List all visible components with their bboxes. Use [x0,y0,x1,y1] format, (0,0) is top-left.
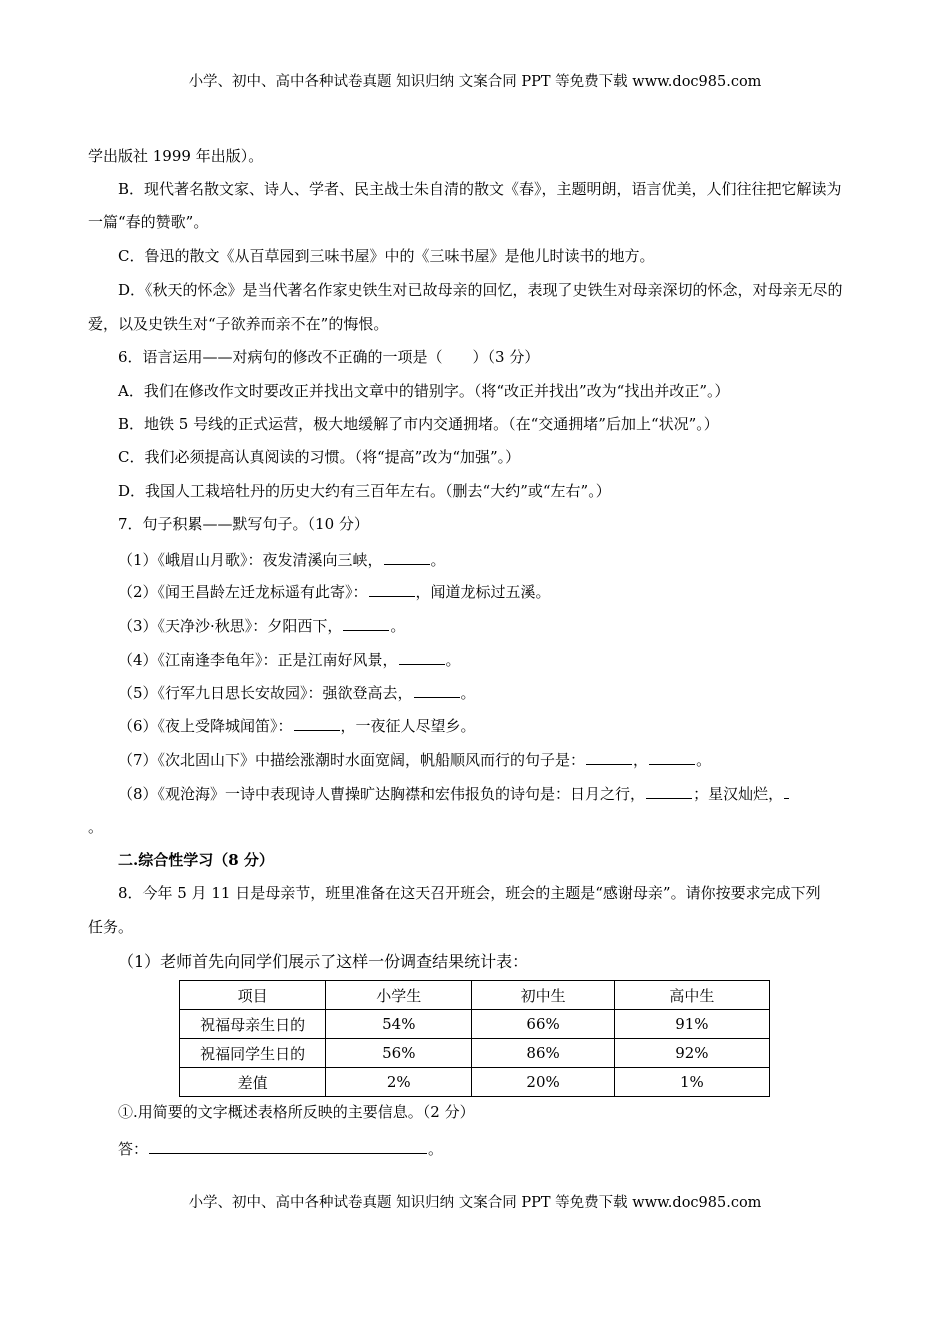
q7-item-text: ， [633,751,649,769]
table-row [180,1010,770,1039]
answer-blank[interactable] [414,682,460,698]
q7-item-text: ；星汉灿烂， [693,785,784,803]
table-cell: 祝福同学生日的 [180,1039,326,1068]
survey-table [179,980,770,1097]
table-cell: 祝福母亲生日的 [180,1010,326,1039]
q7-item-text: （5）《行军九日思长安故园》：强欲登高去， [118,684,413,702]
q7-item-6 [118,715,898,736]
table-cell: 91% [614,1010,769,1039]
table-cell: 差值 [180,1068,326,1097]
answer-blank[interactable] [784,783,789,799]
answer-blank[interactable] [149,1138,427,1154]
answer-blank[interactable] [586,749,632,765]
table-header-row [180,981,770,1010]
q7-item-text: （8）《观沧海》一诗中表现诗人曹操旷达胸襟和宏伟报负的诗句是：日月之行， [118,785,646,803]
table-cell: 54% [326,1010,472,1039]
q7-item-5 [118,682,898,703]
answer-label: 答： [118,1140,149,1158]
q8-sub-1: （1）老师首先向同学们展示了这样一份调查结果统计表： [118,952,529,971]
q7-item-text: 。 [445,651,461,669]
option-b: B．现代著名散文家、诗人、学者、民主战士朱自清的散文《春》，主题明朗，语言优美，人们往往把它解读为 [118,180,842,198]
q7-item-text: （4）《江南逢李龟年》：正是江南好风景， [118,651,398,669]
question-7: 7．句子积累——默写句子。（10 分） [118,515,369,533]
table-cell: 56% [326,1039,472,1068]
answer-end: 。 [428,1140,444,1158]
q7-item-text: 。 [430,551,446,569]
page-footer: 小学、初中、高中各种试卷真题 知识归纳 文案合同 PPT 等免费下载 www.doc985.com [188,1195,762,1211]
q6-option-b: B．地铁 5 号线的正式运营，极大地缓解了市内交通拥堵。（在“交通拥堵”后加上“状况”。） [118,415,719,433]
table-row [180,1039,770,1068]
table-cell: 1% [614,1068,769,1097]
table-cell: 86% [472,1039,614,1068]
q7-item-2 [118,581,898,602]
q7-item-4 [118,649,898,670]
q8-sub-1-1: ①.用简要的文字概述表格所反映的主要信息。（2 分） [118,1103,475,1121]
q6-option-d: D．我国人工栽培牡丹的历史大约有三百年左右。（删去“大约”或“左右”。） [118,482,611,500]
q7-item-text: 。 [696,751,712,769]
table-header-cell: 小学生 [326,981,472,1010]
table-cell: 20% [472,1068,614,1097]
q7-item-text: 。 [390,617,406,635]
table-header-cell: 项目 [180,981,326,1010]
question-8: 8．今年 5 月 11 日是母亲节，班里准备在这天召开班会，班会的主题是“感谢母亲”。请你按要求完成下列 [118,884,821,902]
page-header: 小学、初中、高中各种试卷真题 知识归纳 文案合同 PPT 等免费下载 www.doc985.com [188,74,762,90]
table-header-cell: 高中生 [614,981,769,1010]
q6-option-a: A．我们在修改作文时要改正并找出文章中的错别字。（将“改正并找出”改为“找出并改正”。） [118,382,730,400]
table-cell: 2% [326,1068,472,1097]
table-header-cell: 初中生 [472,981,614,1010]
q7-item-text: ，一夜征人尽望乡。 [340,717,476,735]
q7-item-text: （2）《闻王昌龄左迁龙标遥有此寄》： [118,583,368,601]
question-6: 6．语言运用——对病句的修改不正确的一项是（ ）（3 分） [118,348,540,366]
text-line: 学出版社 1999 年出版）。 [88,147,264,165]
q7-item-text: （6）《夜上受降城闻笛》： [118,717,293,735]
option-c: C．鲁迅的散文《从百草园到三味书屋》中的《三味书屋》是他儿时读书的地方。 [118,247,655,265]
answer-blank[interactable] [399,649,445,665]
text-line: 一篇“春的赞歌”。 [88,213,209,231]
table-cell: 92% [614,1039,769,1068]
option-d: D．《秋天的怀念》是当代著名作家史铁生对已故母亲的回忆，表现了史铁生对母亲深切的怀念，对母亲无尽的 [118,281,843,299]
q7-item-7 [118,749,898,770]
q7-item-text: ，闻道龙标过五溪。 [415,583,551,601]
answer-line [118,1138,898,1159]
text-line: 爱，以及史铁生对“子欲养而亲不在”的悔恨。 [88,315,389,333]
q6-option-c: C．我们必须提高认真阅读的习惯。（将“提高”改为“加强”。） [118,448,521,466]
table-row [180,1068,770,1097]
section-2-title: 二.综合性学习（8 分） [118,851,274,869]
text-line: 任务。 [88,918,134,936]
q7-item-8-end: 。 [88,818,104,836]
q7-item-text: （7）《次北固山下》中描绘涨潮时水面宽阔，帆船顺风而行的句子是： [118,751,586,769]
answer-blank[interactable] [649,749,695,765]
q7-item-text: 。 [460,684,476,702]
q7-item-8 [118,783,898,804]
q7-item-text: （3）《天净沙·秋思》：夕阳西下， [118,617,343,635]
answer-blank[interactable] [294,715,340,731]
q7-item-1 [118,549,898,570]
q7-item-3 [118,615,898,636]
q7-item-text: （1）《峨眉山月歌》：夜发清溪向三峡， [118,551,383,569]
answer-blank[interactable] [343,615,389,631]
answer-blank[interactable] [646,783,692,799]
answer-blank[interactable] [384,549,430,565]
table-cell: 66% [472,1010,614,1039]
answer-blank[interactable] [369,581,415,597]
